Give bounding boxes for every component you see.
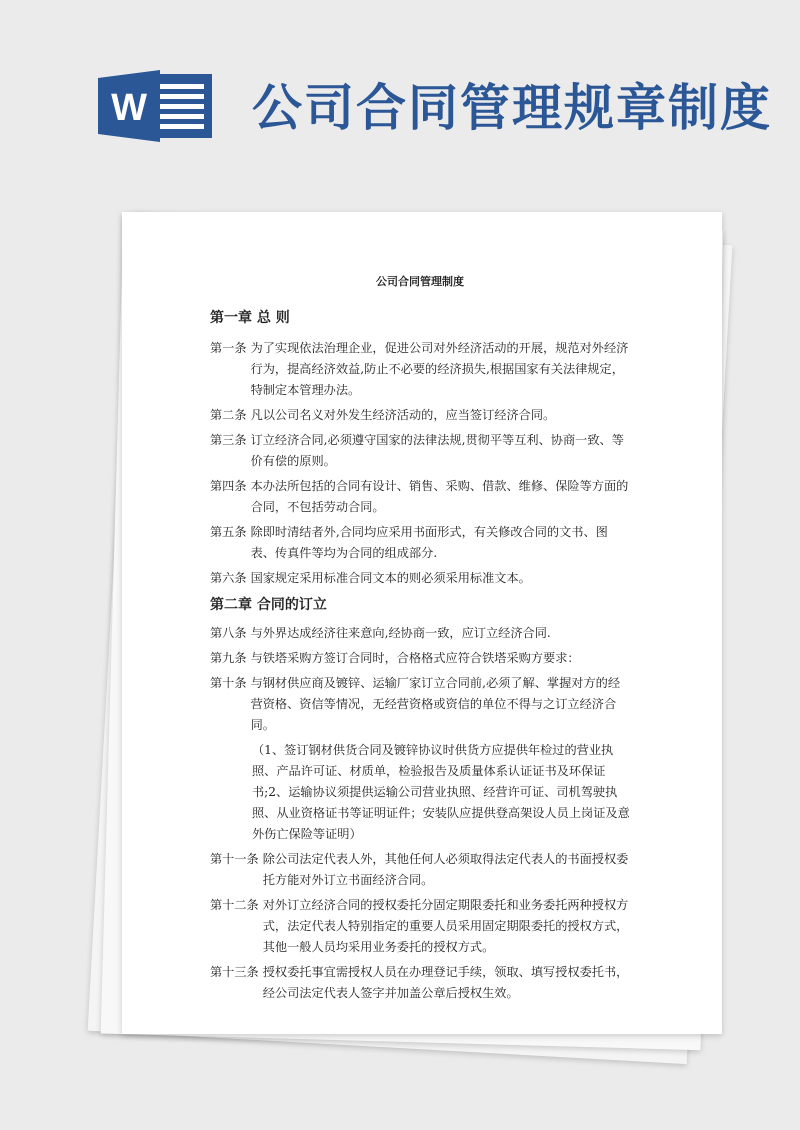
article — [210, 673, 630, 736]
article-number: 第三条 — [210, 433, 247, 447]
article — [210, 648, 630, 669]
article-number: 第一条 — [210, 341, 247, 355]
article — [210, 430, 630, 472]
article-number: 第五条 — [210, 525, 247, 539]
article — [210, 849, 630, 891]
article-number: 第四条 — [210, 479, 247, 493]
article-number: 第十三条 — [210, 965, 259, 979]
article-note: （1、签订钢材供货合同及镀锌协议时供货方应提供年检过的营业执照、产品许可证、材质单，检验报告及质量体系认证证书及环保证书;2、运输协议须提供运输公司营业执照、经营许可证、司机驾驶执照、从业资格证书等证明证件；安装队应提供登高架设人员上岗证及意外伤亡保险等证明） — [252, 743, 630, 841]
article — [210, 568, 630, 589]
article-number: 第十条 — [210, 676, 247, 690]
article — [210, 623, 630, 644]
article-text: 除即时清结者外,合同均应采用书面形式，有关修改合同的文书、图表、传真件等均为合同的组成部分. — [250, 525, 608, 560]
article-number: 第八条 — [210, 626, 247, 640]
chapter-heading: 第二章 合同的订立 — [210, 597, 327, 613]
article-text: 为了实现依法治理企业，促进公司对外经济活动的开展，规范对外经济行为，提高经济效益,防止不必要的经济损失,根据国家有关法律规定，特制定本管理办法。 — [250, 341, 629, 397]
article-text: 授权委托事宜需授权人员在办理登记手续，领取、填写授权委托书，经公司法定代表人签字并加盖公章后授权生效。 — [262, 965, 629, 1000]
word-logo-letter: W — [111, 87, 147, 129]
article — [210, 405, 630, 426]
article-text: 与铁塔采购方签订合同时，合格格式应符合铁塔采购方要求： — [250, 651, 580, 665]
article-text: 与外界达成经济往来意向,经协商一致，应订立经济合同. — [250, 626, 551, 640]
article-number: 第十二条 — [210, 898, 259, 912]
article-text: 与钢材供应商及镀锌、运输厂家订立合同前,必须了解、掌握对方的经营资格、资信等情况，无经营资格或资信的单位不得与之订立经济合同。 — [250, 676, 621, 732]
page-title: 公司合同管理规章制度 — [252, 79, 772, 137]
document-body — [210, 272, 630, 1008]
article-text: 除公司法定代表人外，其他任何人必须取得法定代表人的书面授权委托方能对外订立书面经济合同。 — [262, 852, 629, 887]
word-document-icon — [98, 70, 216, 142]
document-title: 公司合同管理制度 — [376, 275, 464, 288]
article — [210, 962, 630, 1004]
article-text: 国家规定采用标准合同文本的则必须采用标准文本。 — [250, 571, 531, 585]
article-text: 凡以公司名义对外发生经济活动的，应当签订经济合同。 — [250, 408, 556, 422]
article-text: 对外订立经济合同的授权委托分固定期限委托和业务委托两种授权方式，法定代表人特别指定的重要人员采用固定期限委托的授权方式，其他一般人员均采用业务委托的授权方式。 — [262, 898, 629, 954]
article-number: 第十一条 — [210, 852, 259, 866]
chapter-heading: 第一章 总 则 — [210, 310, 290, 326]
article-text: 本办法所包括的合同有设计、销售、采购、借款、维修、保险等方面的合同，不包括劳动合同。 — [250, 479, 629, 514]
article-number: 第六条 — [210, 571, 247, 585]
article-text: 订立经济合同,必须遵守国家的法律法规,贯彻平等互利、协商一致、等价有偿的原则。 — [250, 433, 624, 468]
article — [210, 476, 630, 518]
article — [210, 895, 630, 958]
article — [210, 522, 630, 564]
article — [210, 338, 630, 401]
article-number: 第九条 — [210, 651, 247, 665]
article-number: 第二条 — [210, 408, 247, 422]
